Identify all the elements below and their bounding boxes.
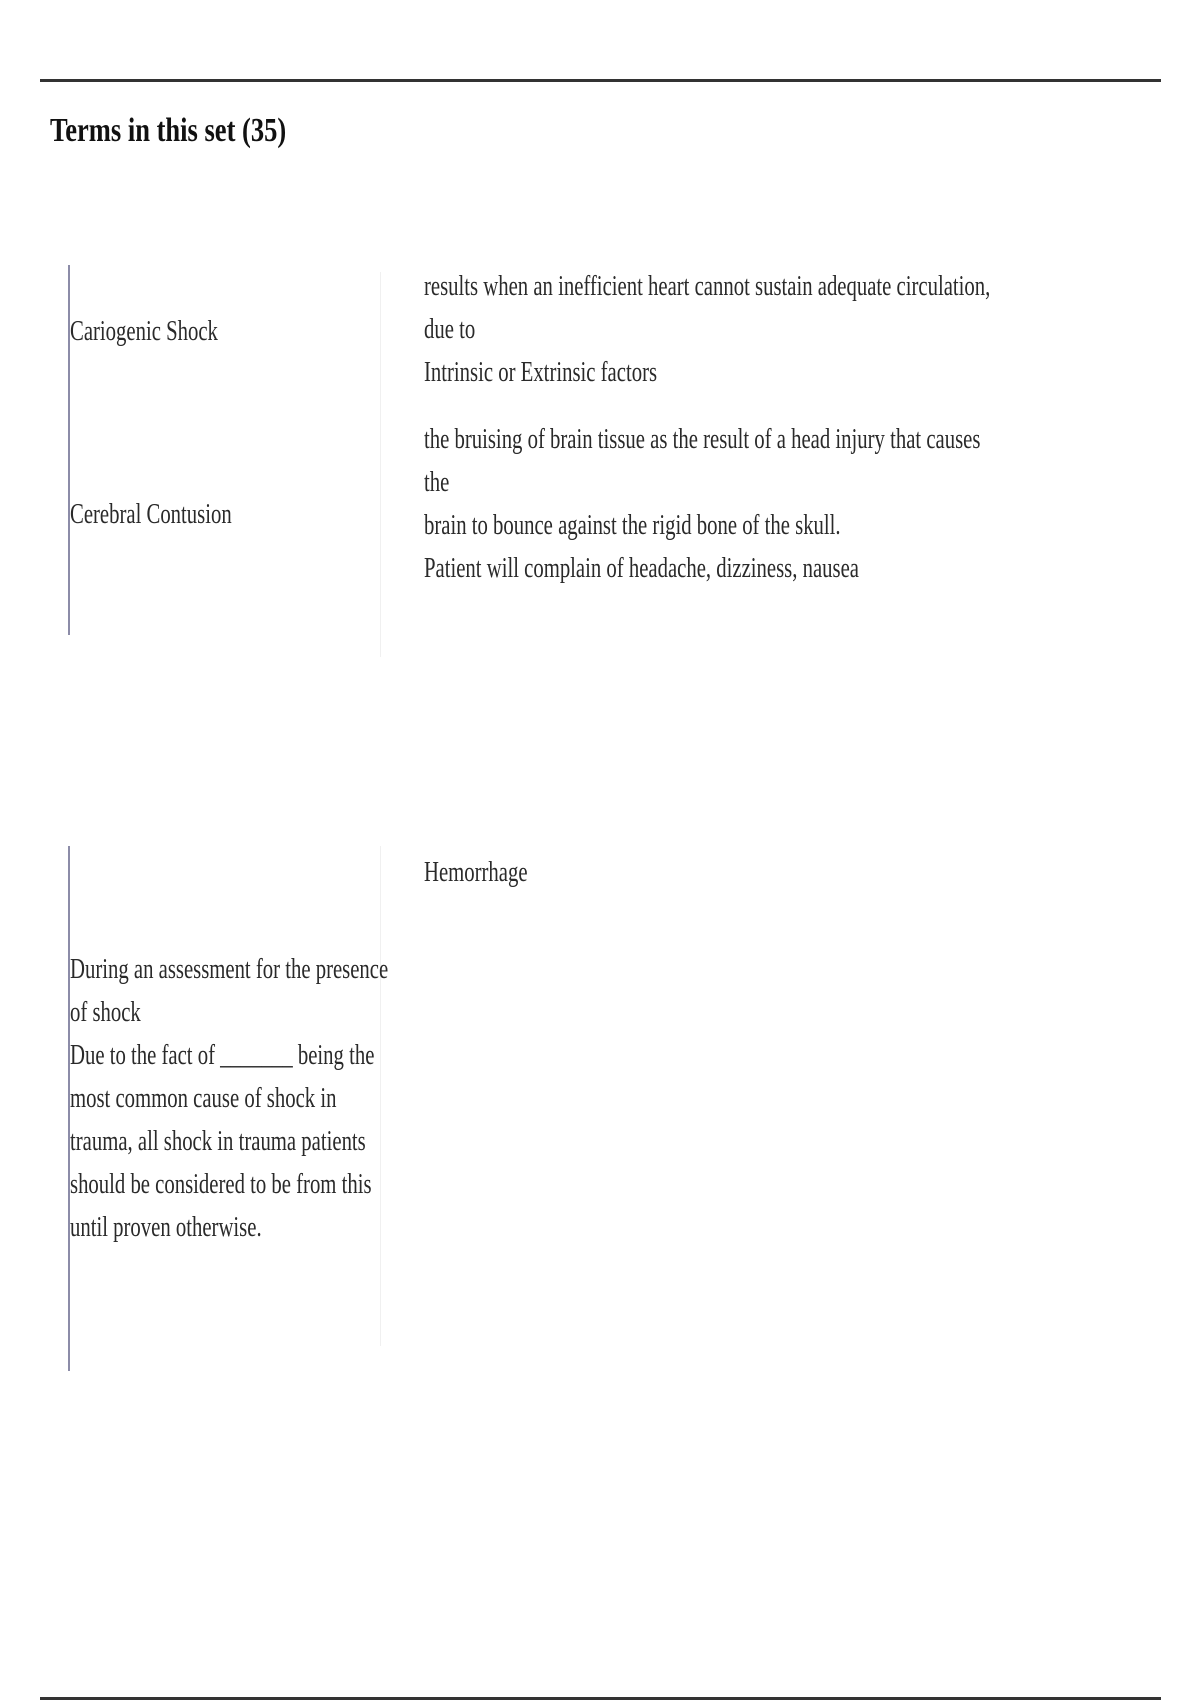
definition-text: the bruising of brain tissue as the result of a head injury that causes the brain to bounce against the rigid bone of the skull. Patient will complain of headache, dizziness, nausea: [424, 424, 981, 584]
term-text: During an assessment for the presence of shock Due to the fact of _______ being the most common cause of shock in trauma, all shock in trauma patients should be considered to be from this until proven otherwise.: [70, 954, 389, 1243]
term-text: Cariogenic Shock: [70, 316, 218, 347]
definition-text: Hemorrhage: [424, 857, 528, 888]
term-card: [68, 846, 1128, 1371]
terms-set-heading: Terms in this set (35): [50, 112, 287, 149]
top-divider: [40, 79, 1161, 82]
definition-text: results when an inefficient heart cannot sustain adequate circulation, due to Intrinsic or Extrinsic factors: [424, 271, 991, 388]
term-text: Cerebral Contusion: [70, 499, 232, 530]
term-card-group: [68, 265, 1128, 635]
